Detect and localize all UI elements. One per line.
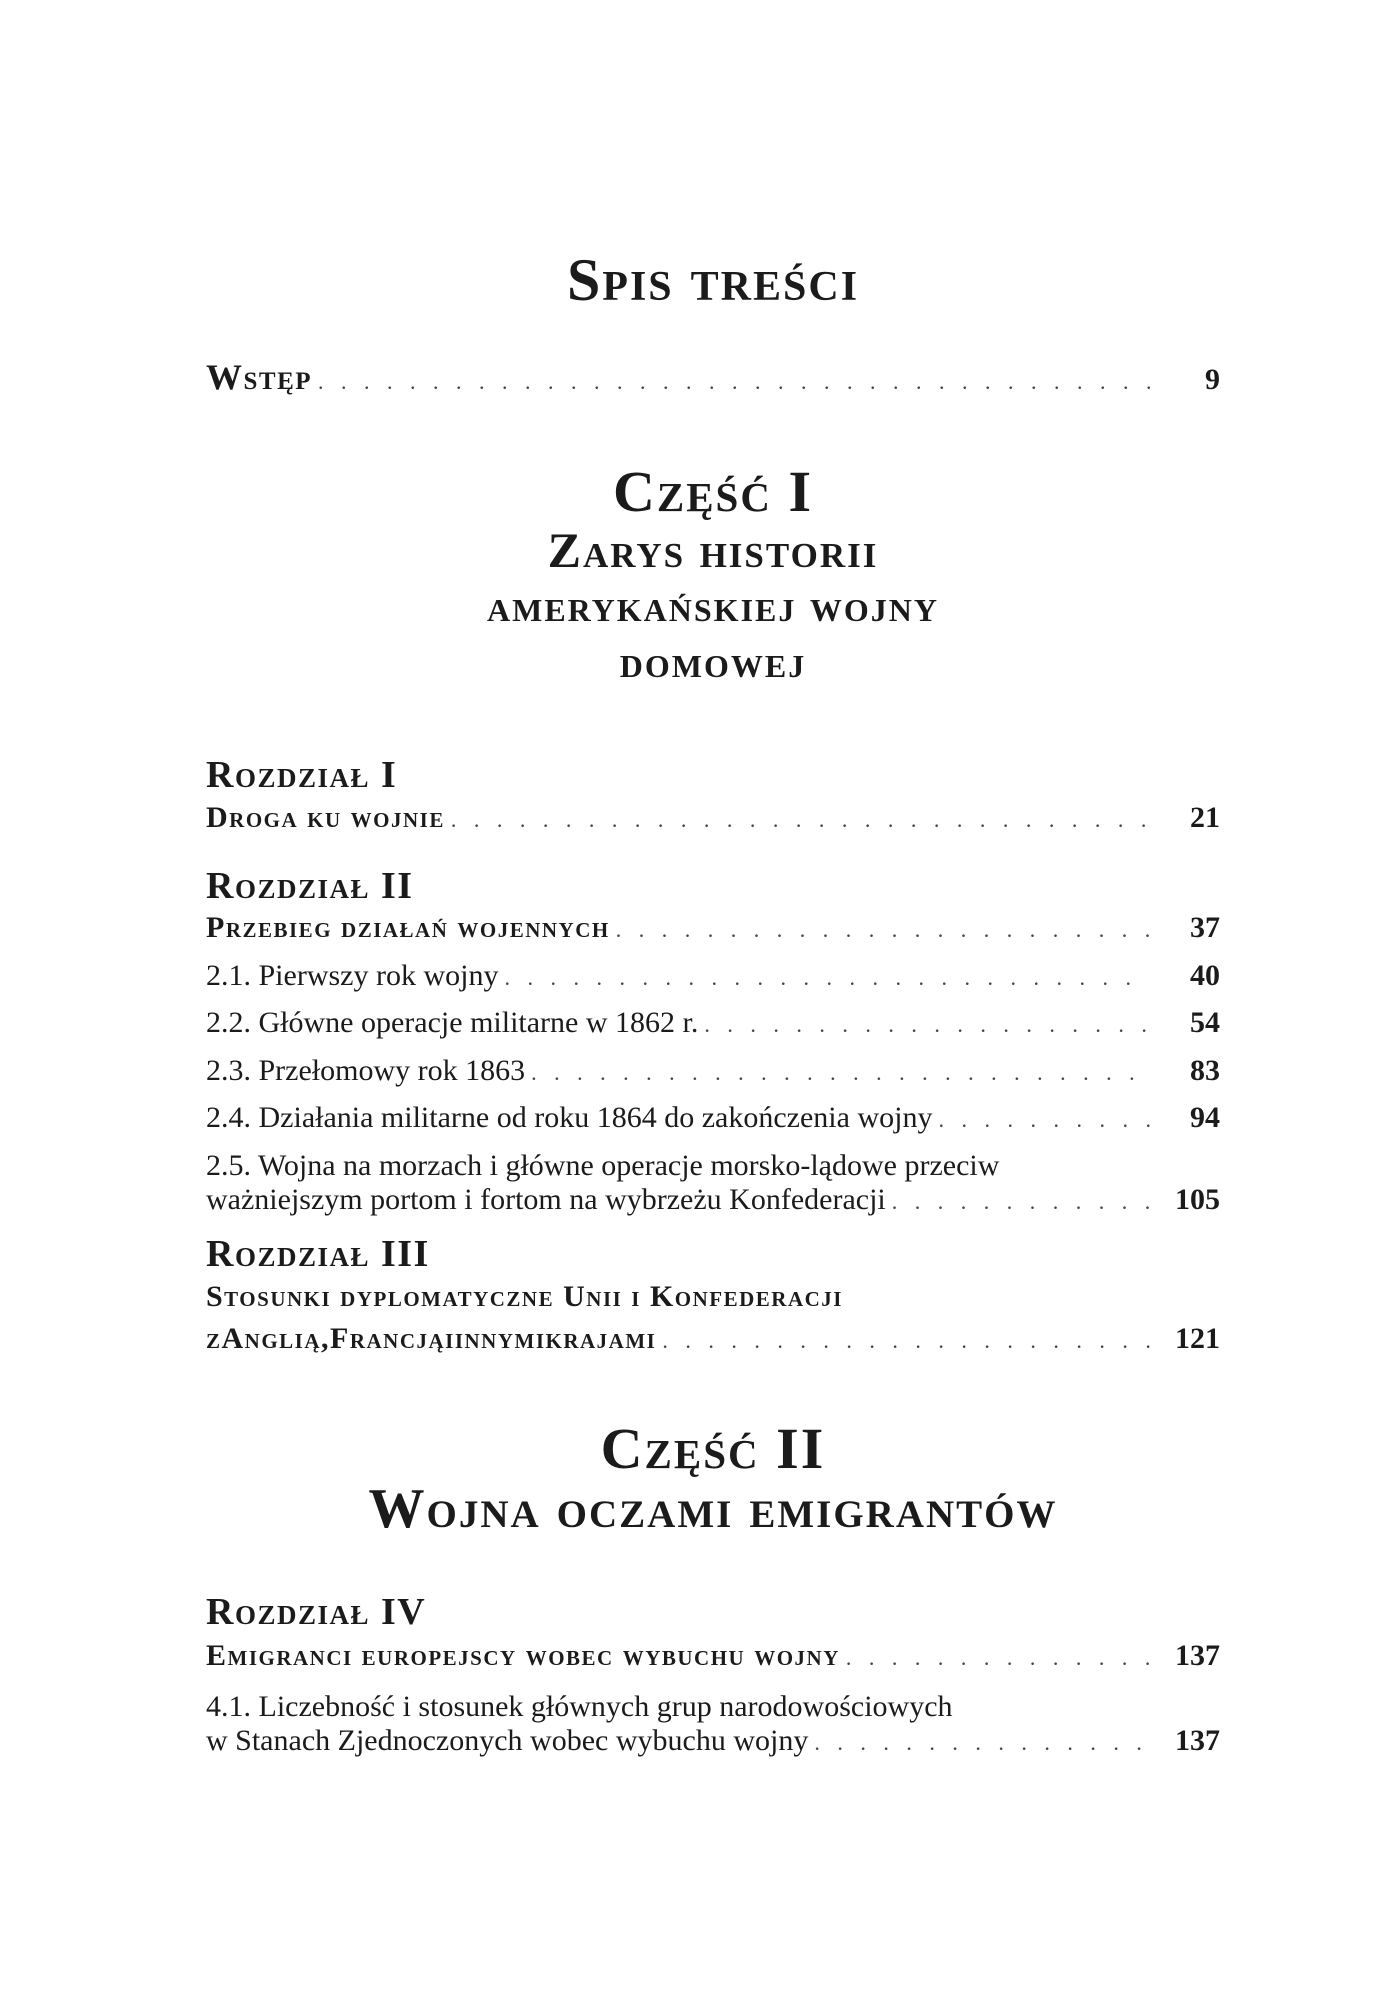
page-number: 40 (1190, 959, 1220, 992)
toc-entry-chapter-2[interactable] (206, 911, 1220, 947)
toc-entry-label: zAnglią,Francjąiinnymikrajami (206, 1322, 657, 1355)
part-heading-2 (206, 1416, 1220, 1540)
part-title-line: Wojna oczami emigrantów (368, 1478, 1058, 1540)
part-title-line: domowej (619, 636, 807, 687)
page-number: 54 (1190, 1006, 1220, 1039)
page-number: 137 (1175, 1724, 1220, 1757)
toc-entry-section[interactable] (206, 1183, 1220, 1219)
toc-entry-label: w Stanach Zjednoczonych wobec wybuchu wojny (206, 1724, 809, 1757)
leader-dots (814, 1726, 1150, 1760)
leader-dots (318, 365, 1150, 399)
page-number: 83 (1190, 1054, 1220, 1087)
leader-dots (662, 1324, 1150, 1358)
chapter-label: Rozdział I (206, 754, 398, 796)
leader-dots (938, 1103, 1150, 1137)
leader-dots (616, 913, 1150, 947)
page-number: 9 (1205, 363, 1220, 396)
toc-entry-chapter-4[interactable] (206, 1639, 1220, 1675)
leader-dots (704, 1008, 1150, 1042)
toc-entry-chapter-3[interactable] (206, 1322, 1220, 1358)
leader-dots (531, 1056, 1150, 1090)
part-heading-1 (206, 459, 1220, 690)
leader-dots (846, 1641, 1150, 1675)
page-number: 137 (1175, 1639, 1220, 1672)
toc-entry-chapter-3-line[interactable]: Stosunki dyplomatyczne Unii i Konfederacji (206, 1280, 843, 1313)
page-number: 105 (1175, 1183, 1220, 1216)
page-number: 21 (1190, 801, 1220, 834)
toc-entry-section[interactable] (206, 1006, 1220, 1042)
toc-entry-chapter-1[interactable] (206, 801, 1220, 837)
part-title-line: amerykańskiej wojny (487, 580, 939, 631)
part-number: Część II (600, 1416, 826, 1481)
toc-entry-label: Wstęp (206, 357, 313, 397)
toc-entry-label: Przebieg działań wojennych (206, 911, 610, 944)
toc-entry-section-line[interactable]: 2.5. Wojna na morzach i główne operacje morsko-lądowe przeciw (206, 1149, 1000, 1182)
toc-entry-section[interactable] (206, 1724, 1220, 1760)
toc-entry-section[interactable] (206, 1054, 1220, 1090)
leader-dots (504, 961, 1150, 995)
leader-dots (892, 1185, 1150, 1219)
toc-entry-label: Droga ku wojnie (206, 801, 445, 834)
toc-entry-label: 2.3. Przełomowy rok 1863 (206, 1054, 526, 1087)
part-number: Część I (612, 459, 814, 524)
toc-entry-intro[interactable] (206, 357, 1220, 399)
toc-entry-label: 2.1. Pierwszy rok wojny (206, 959, 499, 992)
page-title: Spis treści (566, 247, 860, 313)
toc-entry-section[interactable] (206, 959, 1220, 995)
chapter-label: Rozdział II (206, 865, 414, 907)
toc-entry-section-line[interactable]: 4.1. Liczebność i stosunek głównych grup narodowościowych (206, 1690, 953, 1723)
page-number: 94 (1190, 1101, 1220, 1134)
toc-entry-label: ważniejszym portom i fortom na wybrzeżu Konfederacji (206, 1183, 886, 1216)
leader-dots (451, 803, 1150, 837)
toc-entry-section[interactable] (206, 1101, 1220, 1137)
toc-entry-label: Emigranci europejscy wobec wybuchu wojny (206, 1639, 840, 1672)
toc-entry-label: 2.4. Działania militarne od roku 1864 do zakończenia wojny (206, 1101, 933, 1134)
chapter-label: Rozdział III (206, 1233, 430, 1275)
toc-entry-label: 2.2. Główne operacje militarne w 1862 r. (206, 1006, 699, 1039)
page-number: 37 (1190, 911, 1220, 944)
page-number: 121 (1175, 1322, 1220, 1355)
chapter-label: Rozdział IV (206, 1591, 427, 1633)
part-title-line: Zarys historii (547, 522, 879, 578)
